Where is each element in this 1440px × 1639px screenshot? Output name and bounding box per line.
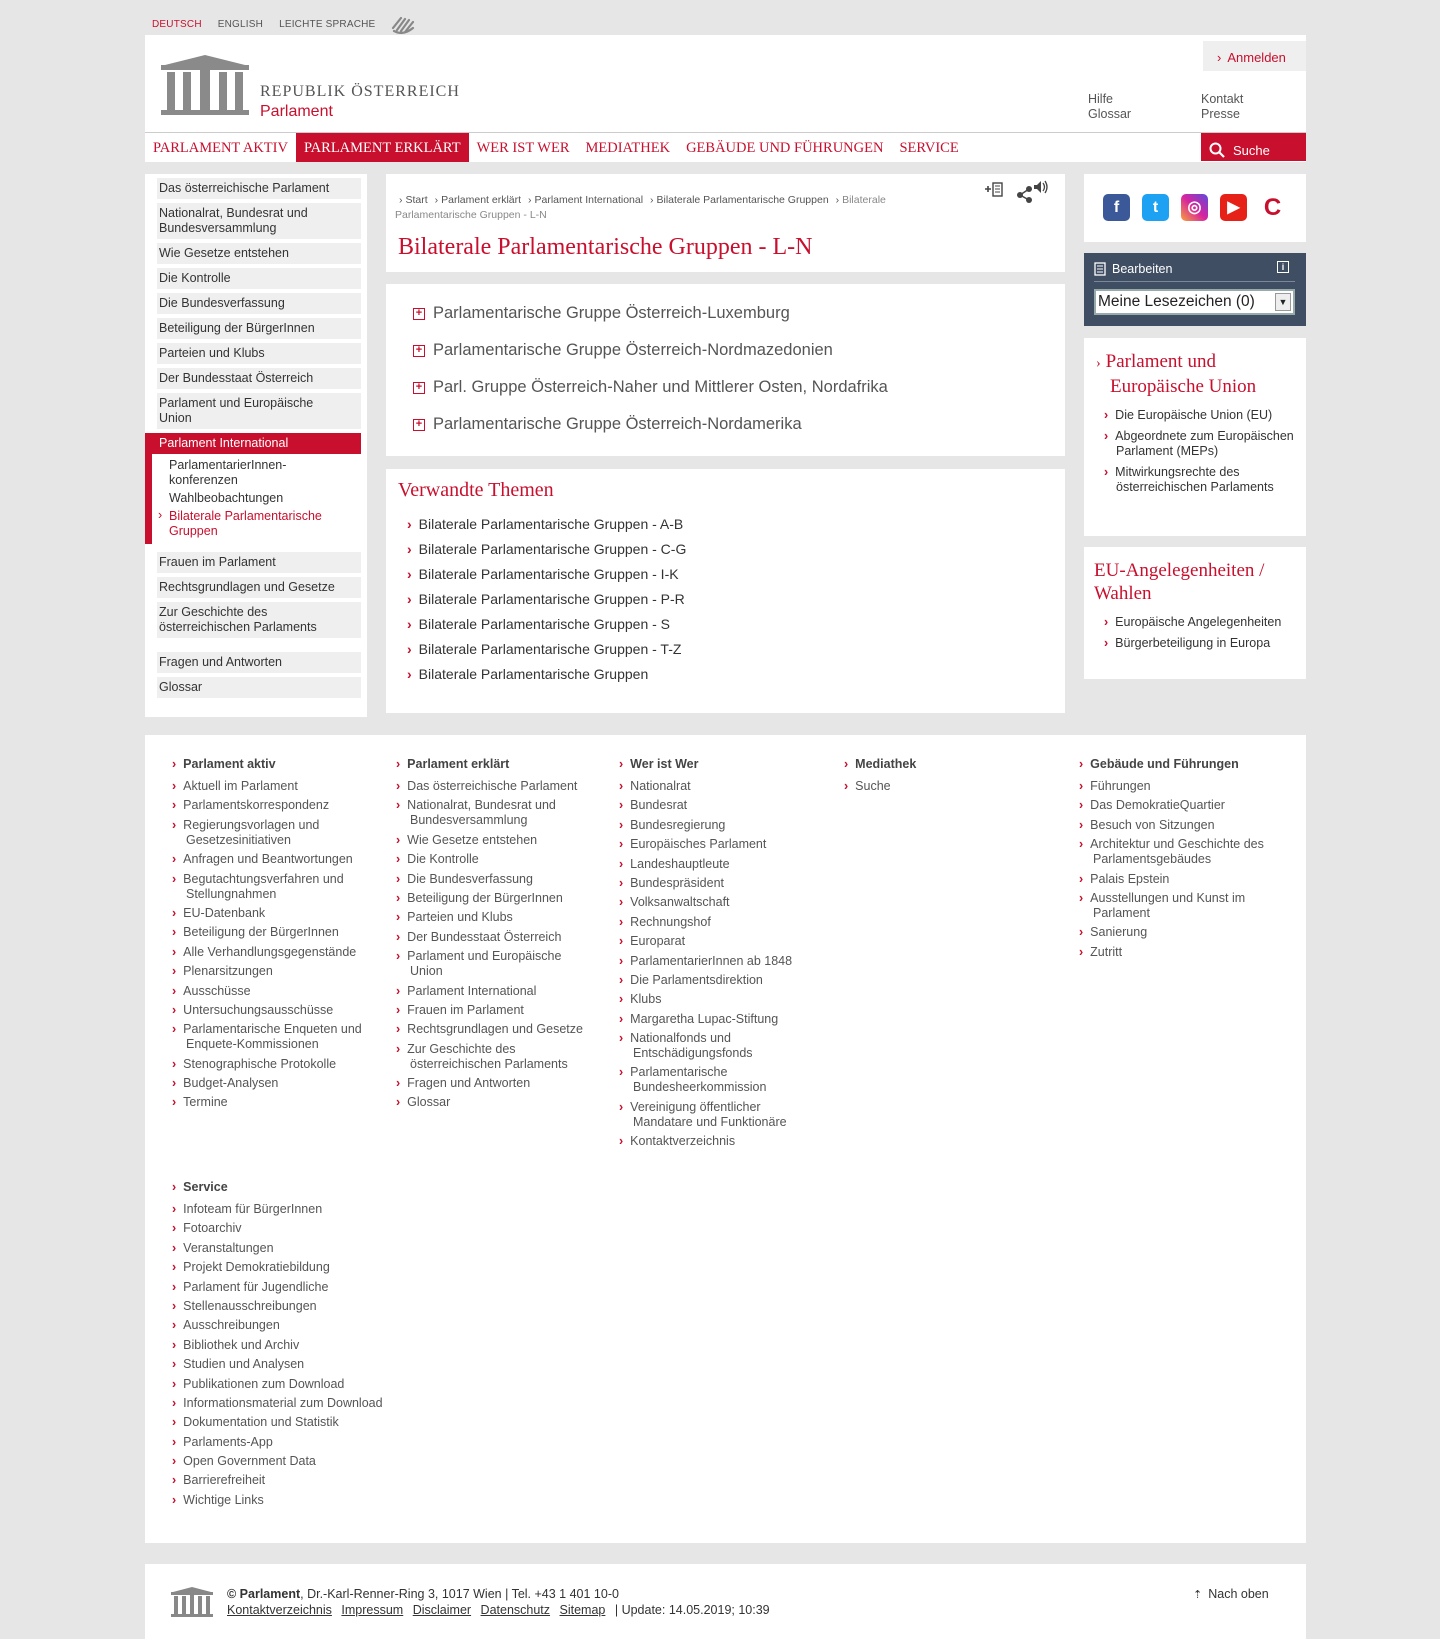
- info-icon[interactable]: i: [1277, 261, 1289, 273]
- footer-link-sitemap[interactable]: Sitemap: [559, 1603, 606, 1617]
- footer-link[interactable]: › Parlamentarische Enqueten und Enquete-Kommissionen: [172, 1022, 372, 1052]
- expand-icon: +: [413, 308, 425, 320]
- related-topics-title: Verwandte Themen: [398, 479, 554, 501]
- footer-link[interactable]: › Rechnungshof: [619, 915, 809, 930]
- related-link[interactable]: › Abgeordnete zum Europäischen Parlament (MEPs): [1104, 429, 1296, 459]
- sidebar-submenu: [145, 454, 367, 544]
- footer-link[interactable]: › Beteiligung der BürgerInnen: [396, 891, 586, 906]
- footer-link[interactable]: › Stellenausschreibungen: [172, 1299, 402, 1314]
- demokratie-icon[interactable]: C: [1259, 194, 1286, 221]
- sidebar-item[interactable]: Glossar: [157, 677, 361, 698]
- footer-link[interactable]: › Informationsmaterial zum Download: [172, 1396, 402, 1411]
- group-item[interactable]: + Parlamentarische Gruppe Österreich-Nordamerika: [413, 406, 1065, 443]
- footer-heading[interactable]: › Mediathek: [844, 757, 1034, 772]
- bottom-bar: [145, 1564, 1306, 1639]
- footer-link[interactable]: › Untersuchungsausschüsse: [172, 1003, 372, 1018]
- twitter-icon[interactable]: t: [1142, 194, 1169, 221]
- chevron-down-icon: ▼: [1275, 293, 1291, 311]
- sidebar-item[interactable]: Frauen im Parlament: [157, 552, 361, 573]
- footer-link[interactable]: › Parlamentarische Bundesheerkommission: [619, 1065, 809, 1095]
- nav-wer-ist-wer[interactable]: WER IST WER: [476, 140, 570, 156]
- expand-icon: +: [413, 419, 425, 431]
- breadcrumb-erklaert[interactable]: Parlament erklärt: [441, 194, 522, 206]
- share-audio-icon[interactable]: [1016, 179, 1050, 203]
- footer-link[interactable]: › Vereinigung öffentlicher Mandatare und Funktionäre: [619, 1100, 809, 1130]
- footer-link[interactable]: › Suche: [844, 779, 1034, 794]
- footer-link[interactable]: › Kontaktverzeichnis: [619, 1134, 809, 1149]
- footer-link[interactable]: › Publikationen zum Download: [172, 1377, 402, 1392]
- sidebar-item[interactable]: Beteiligung der BürgerInnen: [157, 318, 361, 339]
- sidebar-item[interactable]: Wie Gesetze entstehen: [157, 243, 361, 264]
- breadcrumb-current: Bilaterale Parlamentarische Gruppen - L-N: [395, 194, 886, 221]
- footer-link-kontakt[interactable]: Kontaktverzeichnis: [227, 1603, 332, 1617]
- eu-affairs-panel: [1084, 547, 1306, 679]
- footer-link[interactable]: › Stenographische Protokolle: [172, 1057, 372, 1072]
- footer-link[interactable]: › Die Bundesverfassung: [396, 872, 586, 887]
- footer-heading[interactable]: › Gebäude und Führungen: [1079, 757, 1279, 772]
- footer-link[interactable]: › Palais Epstein: [1079, 872, 1279, 887]
- address: , Dr.-Karl-Renner-Ring 3, 1017 Wien | Tel. +43 1 401 10-0: [300, 1587, 619, 1601]
- eu-panel: [1084, 338, 1306, 536]
- parliament-logo-icon[interactable]: [159, 53, 251, 117]
- back-to-top-link[interactable]: ⇡ Nach oben: [1193, 1587, 1269, 1601]
- social-panel: [1084, 174, 1306, 242]
- lang-english[interactable]: ENGLISH: [217, 18, 264, 30]
- bookmark-add-icon[interactable]: [983, 180, 1005, 200]
- main-navigation: [145, 132, 1306, 162]
- related-link[interactable]: › Mitwirkungsrechte des österreichischen Parlaments: [1104, 465, 1296, 495]
- left-sidebar: [145, 174, 367, 717]
- group-item[interactable]: + Parlamentarische Gruppe Österreich-Nordmazedonien: [413, 332, 1065, 369]
- footer-link[interactable]: › Ausschüsse: [172, 984, 372, 999]
- footer-link[interactable]: › Infoteam für BürgerInnen: [172, 1202, 402, 1217]
- footer-link[interactable]: › Dokumentation und Statistik: [172, 1415, 402, 1430]
- breadcrumb-start[interactable]: Start: [405, 194, 428, 206]
- copyright: © Parlament: [227, 1587, 301, 1601]
- sidebar-item[interactable]: Parteien und Klubs: [157, 343, 361, 364]
- footer-link[interactable]: › Barrierefreiheit: [172, 1473, 402, 1488]
- sidebar-item[interactable]: Das österreichische Parlament: [157, 178, 361, 199]
- related-link[interactable]: › Bilaterale Parlamentarische Gruppen - T-Z: [407, 636, 1065, 661]
- footer-link[interactable]: › Europäisches Parlament: [619, 837, 809, 852]
- breadcrumb: › Start › Parlament erklärt › Parlament International › Bilaterale Parlamentarische Gruppen › Bilaterale Parlamentarische Gruppen - L-N: [395, 194, 886, 221]
- footer-sitemap: [145, 735, 1306, 1543]
- bookmark-icon: [1094, 262, 1106, 276]
- footer-link[interactable]: › Glossar: [396, 1095, 586, 1110]
- footer-link[interactable]: › Veranstaltungen: [172, 1241, 402, 1256]
- expand-icon: +: [413, 345, 425, 357]
- related-link[interactable]: › Bilaterale Parlamentarische Gruppen - P-R: [407, 586, 1065, 611]
- bookmarks-select[interactable]: Meine Lesezeichen (0) ▼: [1094, 289, 1295, 315]
- sidebar-item[interactable]: Rechtsgrundlagen und Gesetze: [157, 577, 361, 598]
- footer-heading[interactable]: › Wer ist Wer: [619, 757, 809, 772]
- footer-link[interactable]: › Regierungsvorlagen und Gesetzesinitiativen: [172, 818, 372, 848]
- footer-link[interactable]: › Volksanwaltschaft: [619, 895, 809, 910]
- login-button[interactable]: › Anmelden: [1203, 41, 1306, 71]
- parliament-small-logo-icon: [170, 1586, 214, 1618]
- sidebar-subitem-bilaterale-gruppen[interactable]: › Bilaterale Parlamentarische Gruppen: [169, 509, 339, 539]
- related-link[interactable]: › Europäische Angelegenheiten: [1104, 615, 1296, 630]
- sidebar-item[interactable]: Der Bundesstaat Österreich: [157, 368, 361, 389]
- footer-link[interactable]: › Parlament für Jugendliche: [172, 1280, 402, 1295]
- sidebar-subitem-wahlbeobachtungen[interactable]: Wahlbeobachtungen: [169, 491, 284, 505]
- footer-link[interactable]: › EU-Datenbank: [172, 906, 372, 921]
- expand-icon: +: [413, 382, 425, 394]
- nav-parlament-erklaert[interactable]: PARLAMENT ERKLÄRT: [296, 133, 469, 162]
- related-link[interactable]: › Bilaterale Parlamentarische Gruppen - I-K: [407, 561, 1065, 586]
- facebook-icon[interactable]: f: [1103, 194, 1130, 221]
- press-link[interactable]: Presse: [1201, 107, 1240, 121]
- footer-link[interactable]: › Die Parlamentsdirektion: [619, 973, 809, 988]
- help-link[interactable]: Hilfe: [1088, 92, 1114, 106]
- nav-gebaeude[interactable]: GEBÄUDE UND FÜHRUNGEN: [686, 140, 884, 156]
- footer-heading[interactable]: › Service: [172, 1180, 402, 1195]
- footer-link[interactable]: › Fotoarchiv: [172, 1221, 402, 1236]
- footer-link[interactable]: › Nationalfonds und Entschädigungsfonds: [619, 1031, 809, 1061]
- sign-language-icon[interactable]: [391, 14, 417, 34]
- footer-link[interactable]: › Wie Gesetze entstehen: [396, 833, 586, 848]
- footer-link[interactable]: › Alle Verhandlungsgegenstände: [172, 945, 372, 960]
- footer-link[interactable]: › Europarat: [619, 934, 809, 949]
- footer-link[interactable]: › Bundesregierung: [619, 818, 809, 833]
- sidebar-item[interactable]: Fragen und Antworten: [157, 652, 361, 673]
- footer-link[interactable]: › Rechtsgrundlagen und Gesetze: [396, 1022, 586, 1037]
- footer-link[interactable]: › Fragen und Antworten: [396, 1076, 586, 1091]
- footer-link-disclaimer[interactable]: Disclaimer: [412, 1603, 472, 1617]
- footer-link[interactable]: › Sanierung: [1079, 925, 1279, 940]
- footer-link[interactable]: › Parteien und Klubs: [396, 910, 586, 925]
- footer-link[interactable]: › Landeshauptleute: [619, 857, 809, 872]
- sidebar-subitem-konferenzen[interactable]: ParlamentarierInnen-konferenzen: [169, 458, 287, 487]
- update-date: | Update: 14.05.2019; 10:39: [614, 1603, 770, 1617]
- footer-link[interactable]: › Wichtige Links: [172, 1493, 402, 1508]
- sidebar-item-parlament-international[interactable]: Parlament International: [145, 433, 361, 454]
- footer-link[interactable]: › Termine: [172, 1095, 372, 1110]
- logo-subtitle: Parlament: [260, 103, 333, 120]
- footer-link[interactable]: › Zur Geschichte des österreichischen Parlaments: [396, 1042, 586, 1072]
- footer-link[interactable]: › Parlament International: [396, 984, 586, 999]
- sidebar-item[interactable]: Zur Geschichte des österreichischen Parlaments: [157, 602, 361, 638]
- page-title: Bilaterale Parlamentarische Gruppen - L-N: [398, 234, 813, 260]
- related-link[interactable]: › Bürgerbeteiligung in Europa: [1104, 636, 1296, 651]
- lang-leichte-sprache[interactable]: LEICHTE SPRACHE: [279, 18, 376, 30]
- footer-link[interactable]: › Open Government Data: [172, 1454, 402, 1469]
- group-item[interactable]: + Parl. Gruppe Österreich-Naher und Mittlerer Osten, Nordafrika: [413, 369, 1065, 406]
- bookmarks-panel: [1084, 253, 1306, 326]
- sidebar-item[interactable]: Die Bundesverfassung: [157, 293, 361, 314]
- footer-link[interactable]: › Zutritt: [1079, 945, 1279, 960]
- footer-heading[interactable]: › Parlament aktiv: [172, 757, 372, 772]
- footer-link[interactable]: › Nationalrat: [619, 779, 809, 794]
- footer-link[interactable]: › Aktuell im Parlament: [172, 779, 372, 794]
- footer-link[interactable]: › Budget-Analysen: [172, 1076, 372, 1091]
- footer-link[interactable]: › Plenarsitzungen: [172, 964, 372, 979]
- language-bar: [152, 14, 417, 34]
- footer-link[interactable]: › Bundespräsident: [619, 876, 809, 891]
- footer-link[interactable]: › Parlamentskorrespondenz: [172, 798, 372, 813]
- footer-link[interactable]: › Klubs: [619, 992, 809, 1007]
- footer-link[interactable]: › Bundesrat: [619, 798, 809, 813]
- sidebar-item[interactable]: Parlament und Europäische Union: [157, 393, 361, 429]
- related-link[interactable]: › Bilaterale Parlamentarische Gruppen - S: [407, 611, 1065, 636]
- nav-service[interactable]: SERVICE: [899, 140, 959, 156]
- glossary-link[interactable]: Glossar: [1088, 107, 1132, 121]
- footer-link[interactable]: › Projekt Demokratiebildung: [172, 1260, 402, 1275]
- footer-link[interactable]: › ParlamentarierInnen ab 1848: [619, 954, 809, 969]
- footer-link[interactable]: › Ausschreibungen: [172, 1318, 402, 1333]
- footer-link[interactable]: › Parlament und Europäische Union: [396, 949, 586, 979]
- lang-deutsch[interactable]: DEUTSCH: [152, 18, 202, 30]
- footer-heading[interactable]: › Parlament erklärt: [396, 757, 586, 772]
- footer-link[interactable]: › Der Bundesstaat Österreich: [396, 930, 586, 945]
- youtube-icon[interactable]: ▶: [1220, 194, 1247, 221]
- footer-link-impressum[interactable]: Impressum: [341, 1603, 404, 1617]
- footer-link[interactable]: › Beteiligung der BürgerInnen: [172, 925, 372, 940]
- footer-link[interactable]: › Das DemokratieQuartier: [1079, 798, 1279, 813]
- footer-link[interactable]: › Ausstellungen und Kunst im Parlament: [1079, 891, 1279, 921]
- contact-link[interactable]: Kontakt: [1201, 92, 1244, 106]
- nav-parlament-aktiv[interactable]: PARLAMENT AKTIV: [153, 140, 288, 156]
- title-panel: [386, 174, 1065, 272]
- related-link[interactable]: › Bilaterale Parlamentarische Gruppen: [407, 661, 1065, 686]
- footer-link[interactable]: › Margaretha Lupac-Stiftung: [619, 1012, 809, 1027]
- footer-link[interactable]: › Nationalrat, Bundesrat und Bundesversammlung: [396, 798, 586, 828]
- footer-link[interactable]: › Die Kontrolle: [396, 852, 586, 867]
- footer-link[interactable]: › Begutachtungsverfahren und Stellungnahmen: [172, 872, 372, 902]
- groups-panel: [386, 284, 1065, 456]
- footer-link[interactable]: › Anfragen und Beantwortungen: [172, 852, 372, 867]
- footer-link[interactable]: › Frauen im Parlament: [396, 1003, 586, 1018]
- logo-title: REPUBLIK ÖSTERREICH: [260, 83, 460, 100]
- footer-link[interactable]: › Führungen: [1079, 779, 1279, 794]
- footer-link[interactable]: › Studien und Analysen: [172, 1357, 402, 1372]
- footer-link-datenschutz[interactable]: Datenschutz: [480, 1603, 551, 1617]
- instagram-icon[interactable]: ◎: [1181, 194, 1208, 221]
- arrow-up-icon: ⇡: [1193, 1589, 1203, 1601]
- breadcrumb-bpg[interactable]: Bilaterale Parlamentarische Gruppen: [656, 194, 829, 206]
- nav-mediathek[interactable]: MEDIATHEK: [585, 140, 671, 156]
- related-link[interactable]: › Bilaterale Parlamentarische Gruppen - A-B: [407, 511, 1065, 536]
- group-item[interactable]: + Parlamentarische Gruppe Österreich-Luxemburg: [413, 295, 1065, 332]
- related-link[interactable]: › Die Europäische Union (EU): [1104, 408, 1296, 423]
- footer-link[interactable]: › Parlaments-App: [172, 1435, 402, 1450]
- related-topics-panel: [386, 469, 1065, 713]
- edit-bookmarks-link[interactable]: Bearbeiten: [1112, 262, 1173, 276]
- search-icon: [1209, 142, 1225, 158]
- eu-affairs-title[interactable]: EU-Angelegenheiten / Wahlen: [1094, 560, 1265, 604]
- breadcrumb-international[interactable]: Parlament International: [534, 194, 644, 206]
- footer-link[interactable]: › Bibliothek und Archiv: [172, 1338, 402, 1353]
- footer-link[interactable]: › Das österreichische Parlament: [396, 779, 586, 794]
- site-header: [145, 35, 1306, 162]
- footer-link[interactable]: › Besuch von Sitzungen: [1079, 818, 1279, 833]
- sidebar-item[interactable]: Nationalrat, Bundesrat und Bundesversammlung: [157, 203, 361, 239]
- footer-link[interactable]: › Architektur und Geschichte des Parlamentsgebäudes: [1079, 837, 1279, 867]
- sidebar-item[interactable]: Die Kontrolle: [157, 268, 361, 289]
- search-button[interactable]: Suche: [1201, 133, 1306, 161]
- eu-title[interactable]: › Parlament und Europäische Union: [1096, 351, 1257, 397]
- related-link[interactable]: › Bilaterale Parlamentarische Gruppen - C-G: [407, 536, 1065, 561]
